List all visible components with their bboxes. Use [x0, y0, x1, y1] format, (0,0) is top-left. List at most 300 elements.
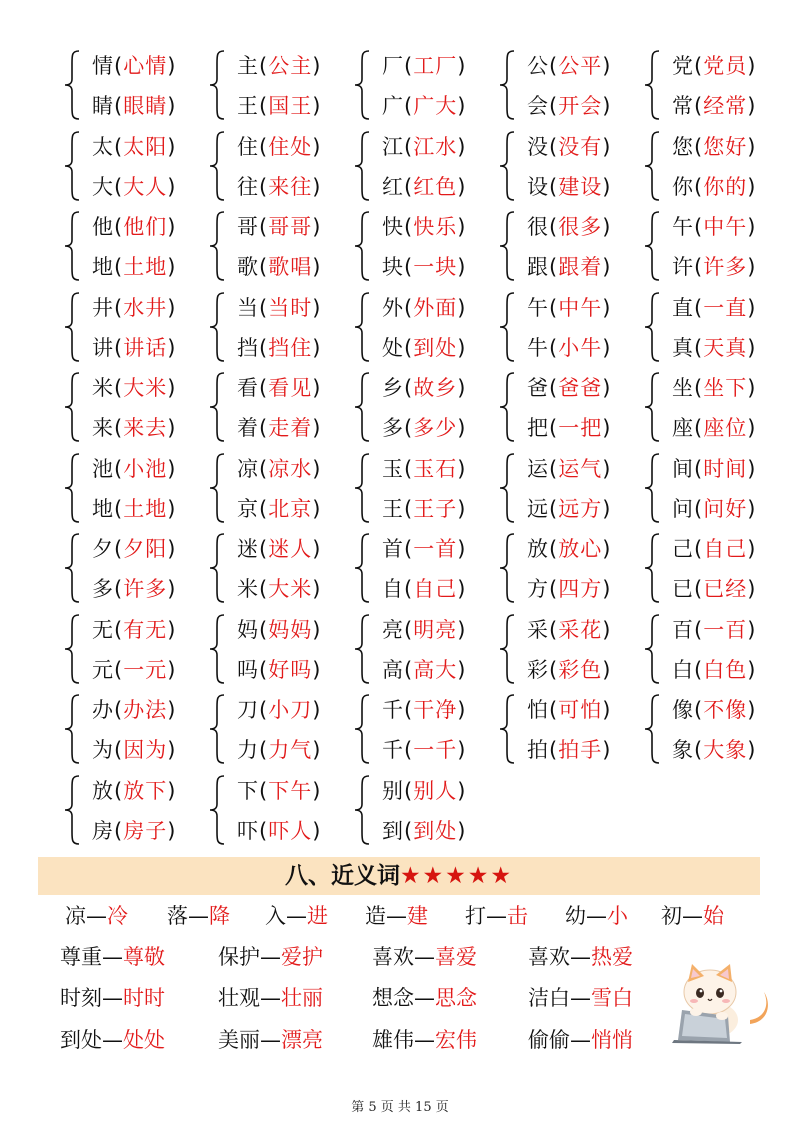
char-pair [497, 287, 642, 368]
character: 米 [92, 376, 114, 400]
synonym-word: 尊重 [60, 945, 102, 969]
char-pair [207, 689, 352, 770]
curly-brace-icon [497, 371, 517, 443]
character: 像 [672, 698, 694, 722]
char-pair [497, 45, 642, 126]
open-paren: ( [404, 577, 414, 601]
char-pair-row [382, 210, 466, 244]
open-paren: ( [549, 134, 559, 159]
example-word: 白色 [703, 657, 748, 682]
example-word: 到处 [413, 818, 458, 843]
char-pair [62, 528, 207, 609]
character: 看 [237, 376, 259, 400]
curly-brace-icon [497, 130, 517, 202]
example-word: 自己 [703, 537, 748, 561]
close-paren: ) [457, 738, 467, 762]
character: 白 [672, 657, 694, 682]
close-paren: ) [312, 657, 322, 682]
char-pair [642, 689, 787, 770]
close-paren: ) [167, 376, 177, 400]
character: 千 [382, 738, 404, 762]
char-pair-row [237, 693, 321, 727]
synonym-word: 到处 [60, 1028, 102, 1052]
example-word: 江水 [413, 134, 458, 159]
char-pair-row [237, 572, 321, 606]
open-paren: ( [259, 416, 269, 440]
char-pair [62, 367, 207, 448]
example-word: 力气 [268, 738, 313, 762]
character: 地 [92, 496, 114, 521]
dash: — [102, 1028, 123, 1052]
open-paren: ( [114, 215, 124, 239]
section-header-bar [38, 857, 760, 895]
synonym-pair [60, 980, 165, 1016]
close-paren: ) [167, 577, 177, 601]
example-word: 走着 [268, 416, 313, 440]
example-word: 经常 [703, 94, 748, 118]
open-paren: ( [694, 537, 704, 561]
char-pair [207, 45, 352, 126]
dash: — [86, 904, 107, 928]
example-word: 办法 [123, 698, 168, 722]
open-paren: ( [114, 577, 124, 601]
char-pair [642, 126, 787, 207]
close-paren: ) [312, 215, 322, 239]
example-word: 一直 [703, 295, 748, 320]
open-paren: ( [259, 54, 269, 78]
close-paren: ) [747, 496, 757, 521]
curly-brace-icon [497, 613, 517, 685]
character: 厂 [382, 54, 404, 78]
example-word: 爸爸 [558, 376, 603, 400]
char-pair-row [92, 693, 176, 727]
example-word: 吓人 [268, 818, 313, 843]
curly-brace-icon [497, 49, 517, 121]
synonym-pair [372, 939, 477, 975]
char-pair [62, 45, 207, 126]
char-pair [642, 448, 787, 529]
char-pair-row [237, 49, 321, 83]
curly-brace-icon [642, 371, 662, 443]
close-paren: ) [312, 255, 322, 279]
char-pair [497, 206, 642, 287]
example-word: 中午 [558, 295, 603, 320]
character: 地 [92, 255, 114, 279]
open-paren: ( [259, 698, 269, 722]
example-word: 当时 [268, 295, 313, 320]
close-paren: ) [457, 456, 467, 481]
character: 高 [382, 657, 404, 682]
synonym-word: 喜欢 [528, 945, 570, 969]
char-pair-row [237, 170, 321, 204]
char-pair [497, 367, 642, 448]
close-paren: ) [457, 94, 467, 118]
close-paren: ) [457, 416, 467, 440]
char-pair-row [237, 411, 321, 445]
close-paren: ) [312, 54, 322, 78]
curly-brace-icon [352, 291, 372, 363]
character: 常 [672, 94, 694, 118]
curly-brace-icon [207, 613, 227, 685]
cat-with-laptop-icon [672, 962, 776, 1044]
character: 彩 [527, 657, 549, 682]
char-pair-row [382, 130, 466, 164]
char-pair [62, 609, 207, 690]
close-paren: ) [747, 134, 757, 159]
synonym-word: 保护 [218, 945, 260, 969]
synonym-answer: 漂亮 [281, 1028, 323, 1052]
char-pair-row [527, 49, 611, 83]
close-paren: ) [747, 255, 757, 279]
character: 放 [92, 778, 114, 803]
synonym-word: 凉 [65, 904, 86, 928]
open-paren: ( [549, 577, 559, 601]
example-word: 中午 [703, 215, 748, 239]
close-paren: ) [747, 537, 757, 561]
synonym-answer: 热爱 [591, 945, 633, 969]
char-pair-row [527, 250, 611, 284]
char-pair-row [92, 89, 176, 123]
example-word: 一元 [123, 657, 168, 682]
close-paren: ) [312, 617, 322, 642]
open-paren: ( [549, 255, 559, 279]
char-pair-row [382, 814, 466, 848]
close-paren: ) [747, 416, 757, 440]
curly-brace-icon [642, 452, 662, 524]
example-word: 北京 [268, 496, 313, 521]
char-pair-row [92, 572, 176, 606]
char-pair [642, 528, 787, 609]
open-paren: ( [549, 174, 559, 199]
close-paren: ) [747, 657, 757, 682]
char-pair-row [237, 452, 321, 486]
char-pair-row [527, 331, 611, 365]
char-pair-row [672, 331, 756, 365]
character: 夕 [92, 537, 114, 561]
char-pair-row [92, 492, 176, 526]
close-paren: ) [312, 738, 322, 762]
close-paren: ) [312, 456, 322, 481]
open-paren: ( [404, 738, 414, 762]
character: 自 [382, 577, 404, 601]
example-word: 一首 [413, 537, 458, 561]
open-paren: ( [259, 657, 269, 682]
close-paren: ) [602, 577, 612, 601]
character: 力 [237, 738, 259, 762]
open-paren: ( [114, 376, 124, 400]
synonym-pair [528, 980, 633, 1016]
char-pair [497, 528, 642, 609]
example-word: 快乐 [413, 215, 458, 239]
curly-brace-icon [352, 613, 372, 685]
example-word: 大米 [123, 376, 168, 400]
example-word: 大人 [123, 174, 168, 199]
character: 你 [672, 174, 694, 199]
char-pair-row [382, 492, 466, 526]
close-paren: ) [602, 617, 612, 642]
character: 直 [672, 295, 694, 320]
close-paren: ) [457, 698, 467, 722]
char-pair [207, 287, 352, 368]
char-pair-row [672, 291, 756, 325]
close-paren: ) [167, 456, 177, 481]
open-paren: ( [404, 335, 414, 360]
open-paren: ( [404, 215, 414, 239]
character: 办 [92, 698, 114, 722]
close-paren: ) [167, 134, 177, 159]
open-paren: ( [259, 295, 269, 320]
synonym-word: 想念 [372, 986, 414, 1010]
character: 米 [237, 577, 259, 601]
char-pair-row [92, 210, 176, 244]
char-pair [352, 528, 497, 609]
synonym-answer: 处处 [123, 1028, 165, 1052]
example-word: 凉水 [268, 456, 313, 481]
character: 挡 [237, 335, 259, 360]
character: 往 [237, 174, 259, 199]
synonym-answer: 始 [703, 904, 724, 928]
synonym-answer: 壮丽 [281, 986, 323, 1010]
close-paren: ) [167, 698, 177, 722]
char-pair-row [92, 130, 176, 164]
curly-brace-icon [207, 130, 227, 202]
character: 睛 [92, 94, 114, 118]
example-word: 座位 [703, 416, 748, 440]
dash: — [586, 904, 607, 928]
curly-brace-icon [497, 291, 517, 363]
char-pair-row [92, 49, 176, 83]
character: 王 [237, 94, 259, 118]
example-word: 哥哥 [268, 215, 313, 239]
character: 元 [92, 657, 114, 682]
close-paren: ) [747, 376, 757, 400]
close-paren: ) [457, 818, 467, 843]
example-word: 玉石 [413, 456, 458, 481]
open-paren: ( [114, 496, 124, 521]
open-paren: ( [694, 295, 704, 320]
character: 跟 [527, 255, 549, 279]
char-pair-row [237, 331, 321, 365]
character: 牛 [527, 335, 549, 360]
synonym-pair [465, 898, 528, 934]
curly-brace-icon [497, 532, 517, 604]
synonym-pair [167, 898, 230, 934]
example-word: 土地 [123, 255, 168, 279]
synonym-pair [661, 898, 724, 934]
open-paren: ( [694, 335, 704, 360]
example-word: 许多 [703, 255, 748, 279]
curly-brace-icon [207, 452, 227, 524]
dash: — [486, 904, 507, 928]
curly-brace-icon [62, 532, 82, 604]
character: 放 [527, 537, 549, 561]
close-paren: ) [457, 54, 467, 78]
example-word: 一块 [413, 255, 458, 279]
example-word: 小池 [123, 456, 168, 481]
synonym-answer: 喜爱 [435, 945, 477, 969]
example-word: 下午 [268, 778, 313, 803]
curly-brace-icon [642, 532, 662, 604]
example-word: 来去 [123, 416, 168, 440]
char-pair-row [382, 733, 466, 767]
open-paren: ( [549, 657, 559, 682]
open-paren: ( [114, 537, 124, 561]
char-pair-row [672, 130, 756, 164]
example-word: 看见 [268, 376, 313, 400]
char-pair [497, 126, 642, 207]
example-word: 到处 [413, 335, 458, 360]
close-paren: ) [167, 738, 177, 762]
open-paren: ( [404, 94, 414, 118]
synonym-answer: 建 [407, 904, 428, 928]
close-paren: ) [457, 577, 467, 601]
char-pair-row [527, 532, 611, 566]
synonym-pair [218, 980, 323, 1016]
character: 为 [92, 738, 114, 762]
character: 太 [92, 134, 114, 159]
char-pair [642, 206, 787, 287]
character: 王 [382, 496, 404, 521]
synonym-answer: 降 [209, 904, 230, 928]
example-word: 房子 [123, 818, 168, 843]
open-paren: ( [694, 577, 704, 601]
open-paren: ( [404, 134, 414, 159]
char-pair [352, 126, 497, 207]
close-paren: ) [602, 335, 612, 360]
synonym-pair [372, 980, 477, 1016]
close-paren: ) [602, 94, 612, 118]
char-pair-row [672, 532, 756, 566]
close-paren: ) [312, 577, 322, 601]
char-pair [62, 689, 207, 770]
curly-brace-icon [62, 130, 82, 202]
close-paren: ) [457, 215, 467, 239]
character: 方 [527, 577, 549, 601]
open-paren: ( [404, 698, 414, 722]
synonym-word: 偷偷 [528, 1028, 570, 1052]
char-pair [207, 448, 352, 529]
open-paren: ( [694, 94, 704, 118]
char-pair-row [527, 693, 611, 727]
open-paren: ( [404, 416, 414, 440]
example-word: 运气 [558, 456, 603, 481]
open-paren: ( [259, 94, 269, 118]
example-word: 一百 [703, 617, 748, 642]
open-paren: ( [549, 335, 559, 360]
example-word: 您好 [703, 134, 748, 159]
example-word: 建设 [558, 174, 603, 199]
character: 下 [237, 778, 259, 803]
example-word: 外面 [413, 295, 458, 320]
close-paren: ) [747, 54, 757, 78]
example-word: 广大 [413, 94, 458, 118]
char-pair-row [672, 613, 756, 647]
close-paren: ) [602, 255, 612, 279]
synonym-word: 造 [365, 904, 386, 928]
page-footer: 第 5 页 共 15 页 [351, 1100, 449, 1115]
close-paren: ) [167, 94, 177, 118]
example-word: 来往 [268, 174, 313, 199]
example-word: 有无 [123, 617, 168, 642]
open-paren: ( [259, 577, 269, 601]
char-pair [207, 367, 352, 448]
curly-brace-icon [352, 693, 372, 765]
close-paren: ) [312, 134, 322, 159]
synonym-pair [365, 898, 428, 934]
character: 当 [237, 295, 259, 320]
character: 吓 [237, 818, 259, 843]
open-paren: ( [404, 456, 414, 481]
character: 己 [672, 537, 694, 561]
character: 采 [527, 617, 549, 642]
open-paren: ( [114, 657, 124, 682]
close-paren: ) [602, 134, 612, 159]
example-word: 已经 [703, 577, 748, 601]
open-paren: ( [114, 617, 124, 642]
example-word: 因为 [123, 738, 168, 762]
close-paren: ) [602, 698, 612, 722]
example-word: 问好 [703, 496, 748, 521]
character: 千 [382, 698, 404, 722]
close-paren: ) [457, 255, 467, 279]
synonym-pair [60, 939, 165, 975]
open-paren: ( [114, 416, 124, 440]
close-paren: ) [312, 818, 322, 843]
dash: — [570, 1028, 591, 1052]
open-paren: ( [549, 94, 559, 118]
char-pair [207, 528, 352, 609]
character: 快 [382, 215, 404, 239]
open-paren: ( [114, 174, 124, 199]
curly-brace-icon [352, 371, 372, 443]
example-word: 党员 [703, 54, 748, 78]
open-paren: ( [259, 456, 269, 481]
char-pair-row [527, 371, 611, 405]
curly-brace-icon [62, 613, 82, 685]
char-pair-row [382, 250, 466, 284]
close-paren: ) [312, 537, 322, 561]
close-paren: ) [167, 416, 177, 440]
synonym-answer: 尊敬 [123, 945, 165, 969]
close-paren: ) [747, 295, 757, 320]
dash: — [188, 904, 209, 928]
open-paren: ( [404, 255, 414, 279]
close-paren: ) [312, 496, 322, 521]
open-paren: ( [114, 255, 124, 279]
close-paren: ) [602, 657, 612, 682]
char-pair [497, 448, 642, 529]
dash: — [414, 945, 435, 969]
example-word: 心情 [123, 54, 168, 78]
char-pair-row [672, 170, 756, 204]
character: 设 [527, 174, 549, 199]
char-pair-row [382, 411, 466, 445]
char-pair-row [237, 613, 321, 647]
open-paren: ( [259, 738, 269, 762]
open-paren: ( [259, 134, 269, 159]
close-paren: ) [747, 94, 757, 118]
character: 别 [382, 778, 404, 803]
char-pair [62, 206, 207, 287]
open-paren: ( [549, 738, 559, 762]
open-paren: ( [694, 698, 704, 722]
curly-brace-icon [62, 210, 82, 282]
example-word: 妈妈 [268, 617, 313, 642]
char-pair [207, 206, 352, 287]
character: 间 [672, 456, 694, 481]
close-paren: ) [747, 617, 757, 642]
synonym-pair [218, 939, 323, 975]
